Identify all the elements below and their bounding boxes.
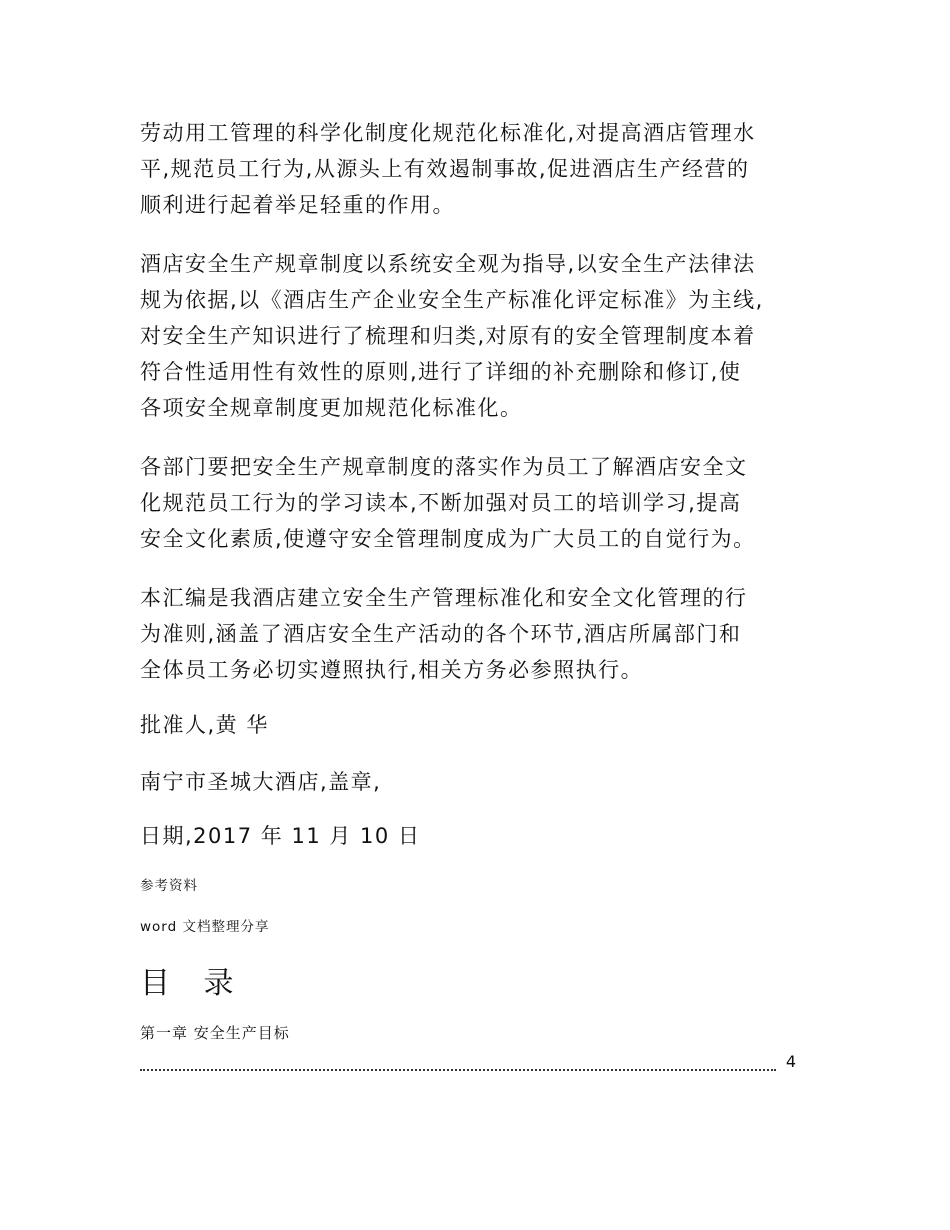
text-line: 为准则,涵盖了酒店安全生产活动的各个环节,酒店所属部门和 [140,622,742,646]
paragraph-regulations [140,246,820,426]
toc-dot-leader [140,1055,776,1071]
toc-entry-page: 4 [785,1052,796,1071]
text-line: 酒店安全生产规章制度以系统安全观为指导,以安全生产法律法 [140,252,756,276]
company-seal-line: 南宁市圣城大酒店,盖章, [140,770,382,794]
text-line: 各部门要把安全生产规章制度的落实作为员工了解酒店安全文 [140,455,748,479]
reference-label: 参考资料 [140,878,198,894]
paragraph-departments [140,449,820,557]
date-line: 日期,2017 年 11 月 10 日 [140,824,421,848]
paragraph-intro [140,115,820,223]
text-line: 对安全生产知识进行了梳理和归类,对原有的安全管理制度本着 [140,324,756,348]
text-line: 符合性适用性有效性的原则,进行了详细的补充删除和修订,使 [140,360,742,384]
text-line: 化规范员工行为的学习读本,不断加强对员工的培训学习,提高 [140,491,742,515]
text-line: 全体员工务必切实遵照执行,相关方务必参照执行。 [140,658,644,682]
text-line: 劳动用工管理的科学化制度化规范化标准化,对提高酒店管理水 [140,121,756,145]
text-line: 规为依据,以《酒店生产企业安全生产标准化评定标准》为主线, [140,288,764,312]
text-line: 顺利进行起着举足轻重的作用。 [140,193,455,217]
text-line: 各项安全规章制度更加规范化标准化。 [140,396,523,420]
toc-entry-label[interactable]: 第一章 安全生产目标 [140,1024,290,1042]
text-line: 平,规范员工行为,从源头上有效遏制事故,促进酒店生产经营的 [140,157,750,181]
approver-line: 批准人,黄 华 [140,713,269,737]
text-line: 本汇编是我酒店建立安全生产管理标准化和安全文化管理的行 [140,586,748,610]
share-label: word 文档整理分享 [140,919,270,935]
paragraph-compilation [140,580,820,688]
text-line: 安全文化素质,使遵守安全管理制度成为广大员工的自觉行为。 [140,527,756,551]
toc-entry-leader[interactable] [140,1049,796,1071]
toc-title: 目 录 [140,966,246,1001]
